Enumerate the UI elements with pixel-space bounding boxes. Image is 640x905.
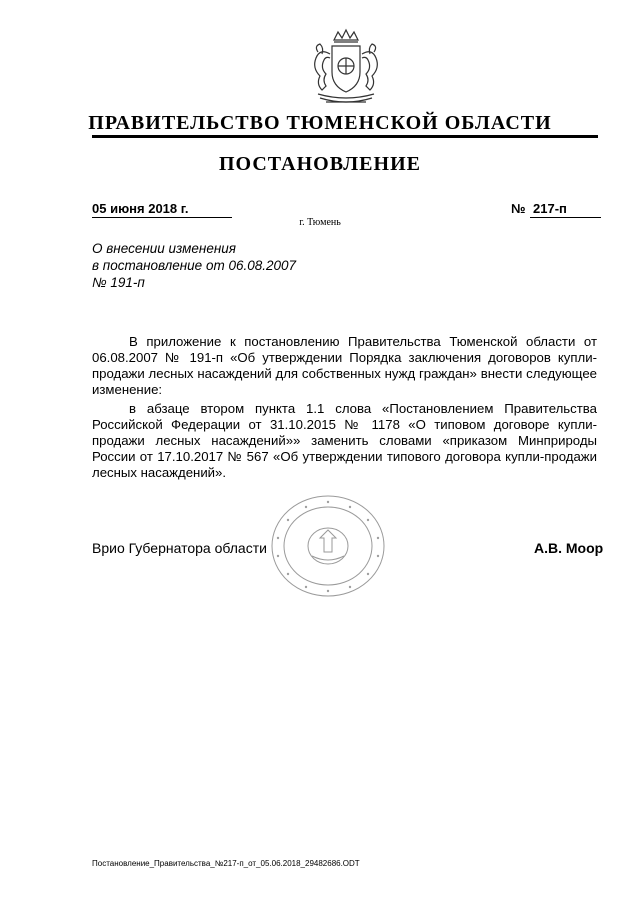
official-seal-icon xyxy=(268,494,388,598)
coat-of-arms-icon xyxy=(296,28,396,118)
document-type: ПОСТАНОВЛЕНИЕ xyxy=(219,153,421,175)
subject-line: в постановление от 06.08.2007 xyxy=(92,258,297,273)
document-subject xyxy=(92,240,296,291)
body-paragraph: в абзаце втором пункта 1.1 слова «Постановлением Правительства Российской Федерации от 31.10.2015 № 1178 «О типовом договоре купли-продажи лесных насаждений»» заменить словами «приказом Минприроды России от 17.10.2017 № 567 «Об утверждении типового договора купли-продажи лесных насаждений». xyxy=(92,401,597,480)
document-city: г. Тюмень xyxy=(299,217,341,228)
document-date: 05 июня 2018 г. xyxy=(92,201,232,218)
government-title: ПРАВИТЕЛЬСТВО ТЮМЕНСКОЙ ОБЛАСТИ xyxy=(88,112,552,134)
subject-line: О внесении изменения xyxy=(92,241,237,256)
signatory-name: А.В. Моор xyxy=(534,540,604,556)
document-number-label: № xyxy=(511,201,526,216)
document-number: 217-п xyxy=(530,201,601,218)
signatory-position: Врио Губернатора области xyxy=(92,540,267,556)
body-paragraph: В приложение к постановлению Правительства Тюменской области от 06.08.2007 № 191-п «Об утверждении Порядка заключения договоров купли-продажи лесных насаждений для собственных нужд граждан» внести следующее изменение: xyxy=(92,334,597,397)
subject-line: № 191-п xyxy=(92,275,145,290)
footer-filename: Постановление_Правительства_№217-п_от_05.06.2018_29482686.ODT xyxy=(92,859,360,868)
document-body xyxy=(92,334,597,484)
header-divider xyxy=(92,135,598,138)
